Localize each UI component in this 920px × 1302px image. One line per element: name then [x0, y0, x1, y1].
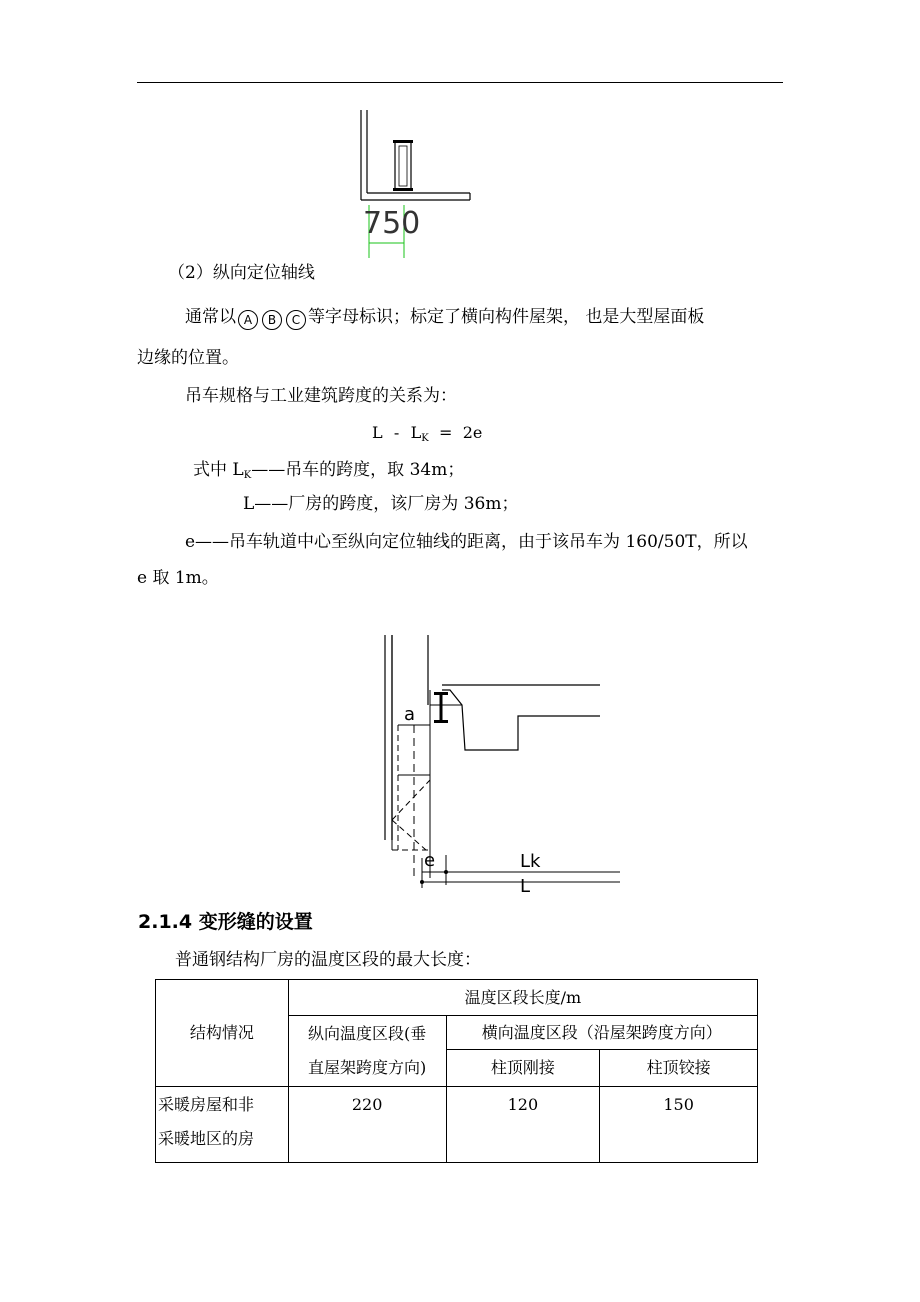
def-lk-prefix: 式中 L — [193, 460, 244, 480]
paragraph-axis-marks-cont: 边缘的位置。 — [137, 348, 239, 368]
header-temperature-length: 温度区段长度/m — [288, 980, 757, 1016]
definition-e-line1: e——吊车轨道中心至纵向定位轴线的距离，由于该吊车为 160/50T，所以 — [185, 532, 748, 552]
header-longitudinal-line2: 直屋架跨度方向) — [308, 1058, 427, 1077]
cell-hinged-value: 150 — [600, 1087, 758, 1163]
formula-lk-sub: K — [421, 433, 429, 444]
paragraph-crane-relation: 吊车规格与工业建筑跨度的关系为： — [185, 386, 457, 406]
definition-lk — [193, 460, 464, 486]
header-structure: 结构情况 — [156, 980, 289, 1087]
crane-axis-diagram — [370, 630, 630, 892]
temperature-section-table — [155, 979, 758, 1163]
formula-minus: - — [393, 423, 400, 442]
circle-letter-c: C — [286, 310, 306, 330]
header-longitudinal — [288, 1016, 446, 1087]
header-rule — [137, 82, 783, 83]
column-detail-diagram — [340, 110, 490, 260]
row-heated-label-line2: 采暖地区的房 — [158, 1129, 255, 1148]
section-heading-deformation-joints: 2.1.4 变形缝的设置 — [138, 911, 313, 933]
formula-eq: = — [439, 423, 453, 442]
formula-lk: L — [410, 423, 422, 442]
paragraph-temperature-section: 普通钢结构厂房的温度区段的最大长度： — [175, 950, 481, 970]
formula-rhs: 2e — [462, 423, 483, 442]
def-lk-sub: K — [243, 470, 252, 481]
cell-longitudinal-value: 220 — [288, 1087, 446, 1163]
row-heated-label — [156, 1087, 289, 1163]
paragraph-axis-marks — [185, 307, 704, 330]
label-e: e — [424, 850, 436, 871]
label-lk: Lk — [520, 851, 541, 872]
cell-rigid-value: 120 — [446, 1087, 600, 1163]
para-text-b: 等字母标识；标定了横向构件屋架， 也是大型屋面板 — [308, 307, 705, 327]
def-lk-text: ——吊车的跨度，取 34m； — [251, 460, 465, 480]
section-heading-longitudinal-axis: （2）纵向定位轴线 — [168, 263, 315, 283]
dimension-label: 750 — [363, 206, 421, 241]
circle-letter-a: A — [238, 310, 258, 330]
definition-l: L——厂房的跨度，该厂房为 36m； — [243, 494, 519, 514]
label-a: a — [404, 704, 416, 725]
circle-letter-b: B — [262, 310, 282, 330]
para-text-a: 通常以 — [185, 307, 236, 327]
header-rigid-top: 柱顶刚接 — [446, 1050, 600, 1087]
header-longitudinal-line1: 纵向温度区段(垂 — [308, 1024, 427, 1043]
definition-e-line2: e 取 1m。 — [137, 568, 219, 588]
label-l: L — [520, 876, 531, 892]
header-hinged-top: 柱顶铰接 — [600, 1050, 758, 1087]
formula — [372, 423, 482, 449]
row-heated-label-line1: 采暖房屋和非 — [158, 1095, 255, 1114]
formula-l: L — [372, 423, 383, 442]
header-transverse: 横向温度区段（沿屋架跨度方向） — [446, 1016, 758, 1050]
